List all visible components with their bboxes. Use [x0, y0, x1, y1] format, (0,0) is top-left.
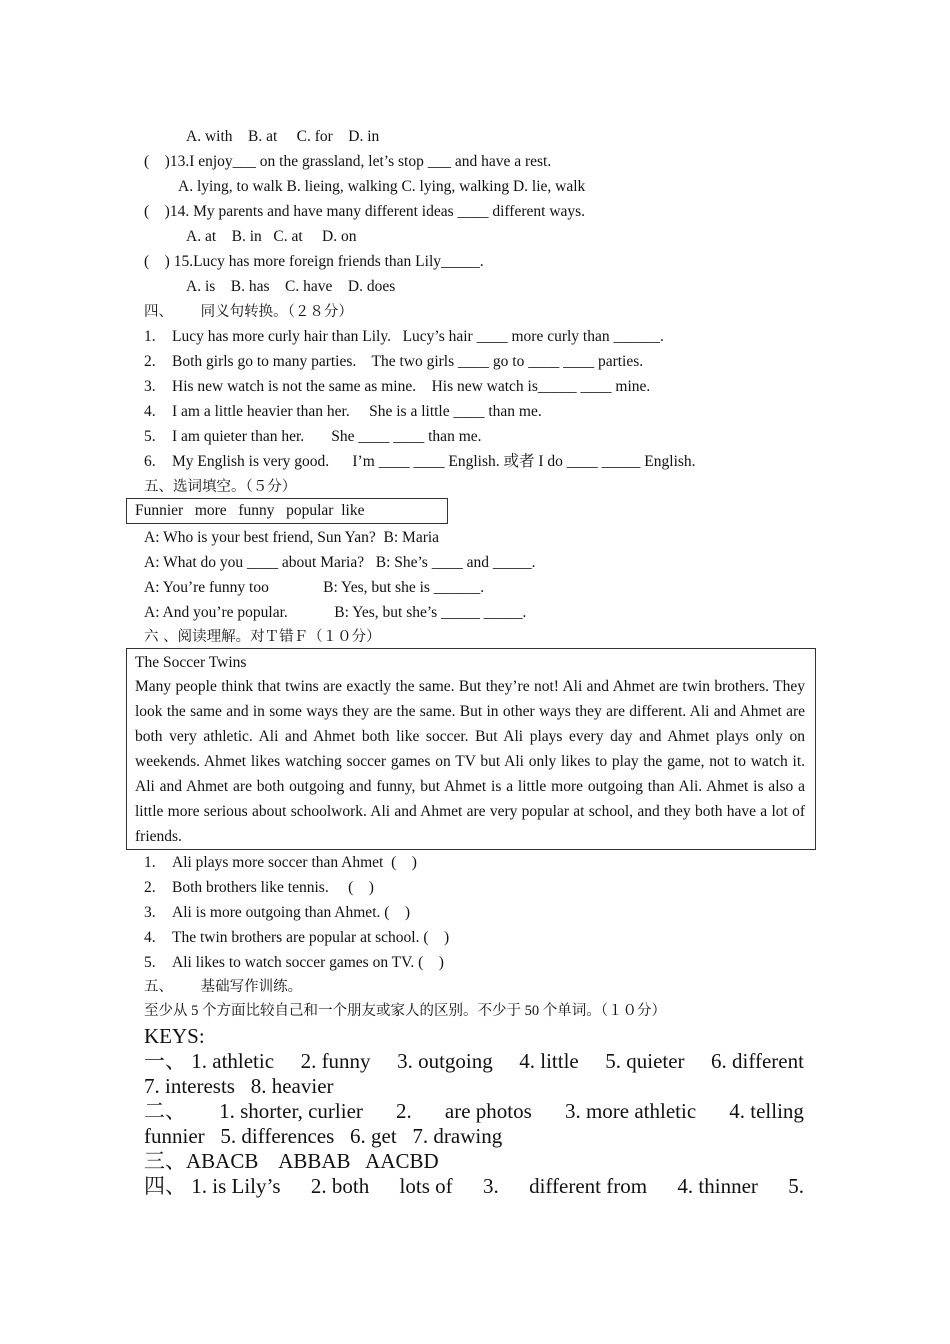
s4-item-text: My English is very good. I’m ____ ____ English. 或者 I do ____ _____ English. [172, 453, 696, 470]
q15-stem: ( ) 15.Lucy has more foreign friends than Lily_____. [144, 253, 484, 270]
writing-instruction: 至少从 5 个方面比较自己和一个朋友或家人的区别。不少于 50 个单词。（１０分） [144, 1003, 666, 1019]
key-item: 5. [788, 1174, 804, 1198]
passage-text: Many people think that twins are exactly the same. But they’re not! Ali and Ahmet are twin brothers. They look the same and in some ways they are the same. But in other ways they are different. Ali and Ahmet are both very athletic. Ali and Ahmet both like soccer. But Ali plays every day and Ahmet plays only on weekends. Ahmet likes watching soccer games on TV but Ali only likes to play the game, not to watch it. Ali and Ahmet are both outgoing and funny, but Ahmet is a little more outgoing than Ali. Ahmet is also a little more serious about schoolwork. Ali and Ahmet are very popular at school, and they both have a lot of friends. [135, 678, 805, 845]
section6-heading: 六 、阅读理解。对Ｔ错Ｆ（１０分） [144, 629, 381, 645]
key-item: 一、 1. athletic [144, 1049, 275, 1073]
s4-item-num: 5. [144, 428, 156, 445]
key-item: different from [529, 1174, 648, 1198]
key-item: 3. [482, 1174, 499, 1198]
tf-num: 2. [144, 879, 156, 896]
q12-options: A. with B. at C. for D. in [186, 128, 380, 145]
s4-item-num: 3. [144, 378, 156, 395]
dialog-line: A: Who is your best friend, Sun Yan? B: Maria [144, 529, 440, 546]
s4-item-text: Lucy has more curly hair than Lily. Lucy’s hair ____ more curly than ______. [172, 328, 664, 345]
tf-question: Both brothers like tennis. ( ) [172, 879, 374, 896]
key-item: 2. funny [300, 1049, 371, 1073]
tf-question: Ali is more outgoing than Ahmet. ( ) [172, 904, 411, 921]
q14-stem: ( )14. My parents and have many different ideas ____ different ways. [144, 203, 586, 220]
tf-num: 4. [144, 929, 156, 946]
key-item: 1. shorter, curlier [219, 1099, 363, 1123]
keys-row-4 [144, 1174, 804, 1199]
tf-question: The twin brothers are popular at school. ( ) [172, 929, 450, 946]
key-item: 4. telling [729, 1099, 804, 1123]
s4-item-num: 6. [144, 453, 156, 470]
key-item: 四、 1. is Lily’s [144, 1174, 281, 1198]
section4-heading: 四、 同义句转换。（２８分） [144, 304, 353, 320]
keys-heading: KEYS: [144, 1024, 205, 1048]
key-item: are photos [444, 1099, 532, 1123]
key-item: 二、 [144, 1099, 186, 1123]
keys-row-3: 三、ABACB ABBAB AACBD [144, 1149, 439, 1173]
key-item: 2. [396, 1099, 412, 1123]
word-box-text: Funnier more funny popular like [135, 502, 365, 519]
s4-item-num: 4. [144, 403, 156, 420]
keys-row-2b: funnier 5. differences 6. get 7. drawing [144, 1124, 503, 1148]
keys-row-1b: 7. interests 8. heavier [144, 1074, 334, 1098]
q14-options: A. at B. in C. at D. on [186, 228, 357, 245]
key-item: 2. both [310, 1174, 370, 1198]
s4-item-num: 1. [144, 328, 156, 345]
dialog-line: A: And you’re popular. B: Yes, but she’s _____ _____. [144, 604, 527, 621]
q13-stem: ( )13.I enjoy___ on the grassland, let’s stop ___ and have a rest. [144, 153, 552, 170]
tf-num: 1. [144, 854, 156, 871]
key-item: 6. different [711, 1049, 804, 1073]
keys-row-2 [144, 1099, 804, 1124]
tf-question: Ali plays more soccer than Ahmet ( ) [172, 854, 417, 871]
key-item: 4. thinner [677, 1174, 758, 1198]
s4-item-text: Both girls go to many parties. The two girls ____ go to ____ ____ parties. [172, 353, 644, 370]
s4-item-text: I am quieter than her. She ____ ____ than me. [172, 428, 482, 445]
s4-item-text: His new watch is not the same as mine. His new watch is_____ ____ mine. [172, 378, 651, 395]
section7-heading: 五、 基础写作训练。 [144, 979, 303, 995]
section5-heading: 五、选词填空。（５分） [144, 479, 297, 495]
s4-item-num: 2. [144, 353, 156, 370]
q13-options: A. lying, to walk B. lieing, walking C. lying, walking D. lie, walk [178, 178, 586, 195]
dialog-line: A: You’re funny too B: Yes, but she is ______. [144, 579, 485, 596]
dialog-line: A: What do you ____ about Maria? B: She’s ____ and _____. [144, 554, 536, 571]
key-item: lots of [399, 1174, 453, 1198]
q15-options: A. is B. has C. have D. does [186, 278, 396, 295]
key-item: 4. little [519, 1049, 579, 1073]
tf-num: 5. [144, 954, 156, 971]
key-item: 3. more athletic [564, 1099, 697, 1123]
word-box [126, 498, 448, 524]
tf-question: Ali likes to watch soccer games on TV. ( ) [172, 954, 444, 971]
key-item: 5. quieter [605, 1049, 685, 1073]
passage-title: The Soccer Twins [135, 654, 247, 671]
s4-item-text: I am a little heavier than her. She is a little ____ than me. [172, 403, 542, 420]
keys-row-1 [144, 1049, 804, 1074]
key-item: 3. outgoing [397, 1049, 493, 1073]
tf-num: 3. [144, 904, 156, 921]
